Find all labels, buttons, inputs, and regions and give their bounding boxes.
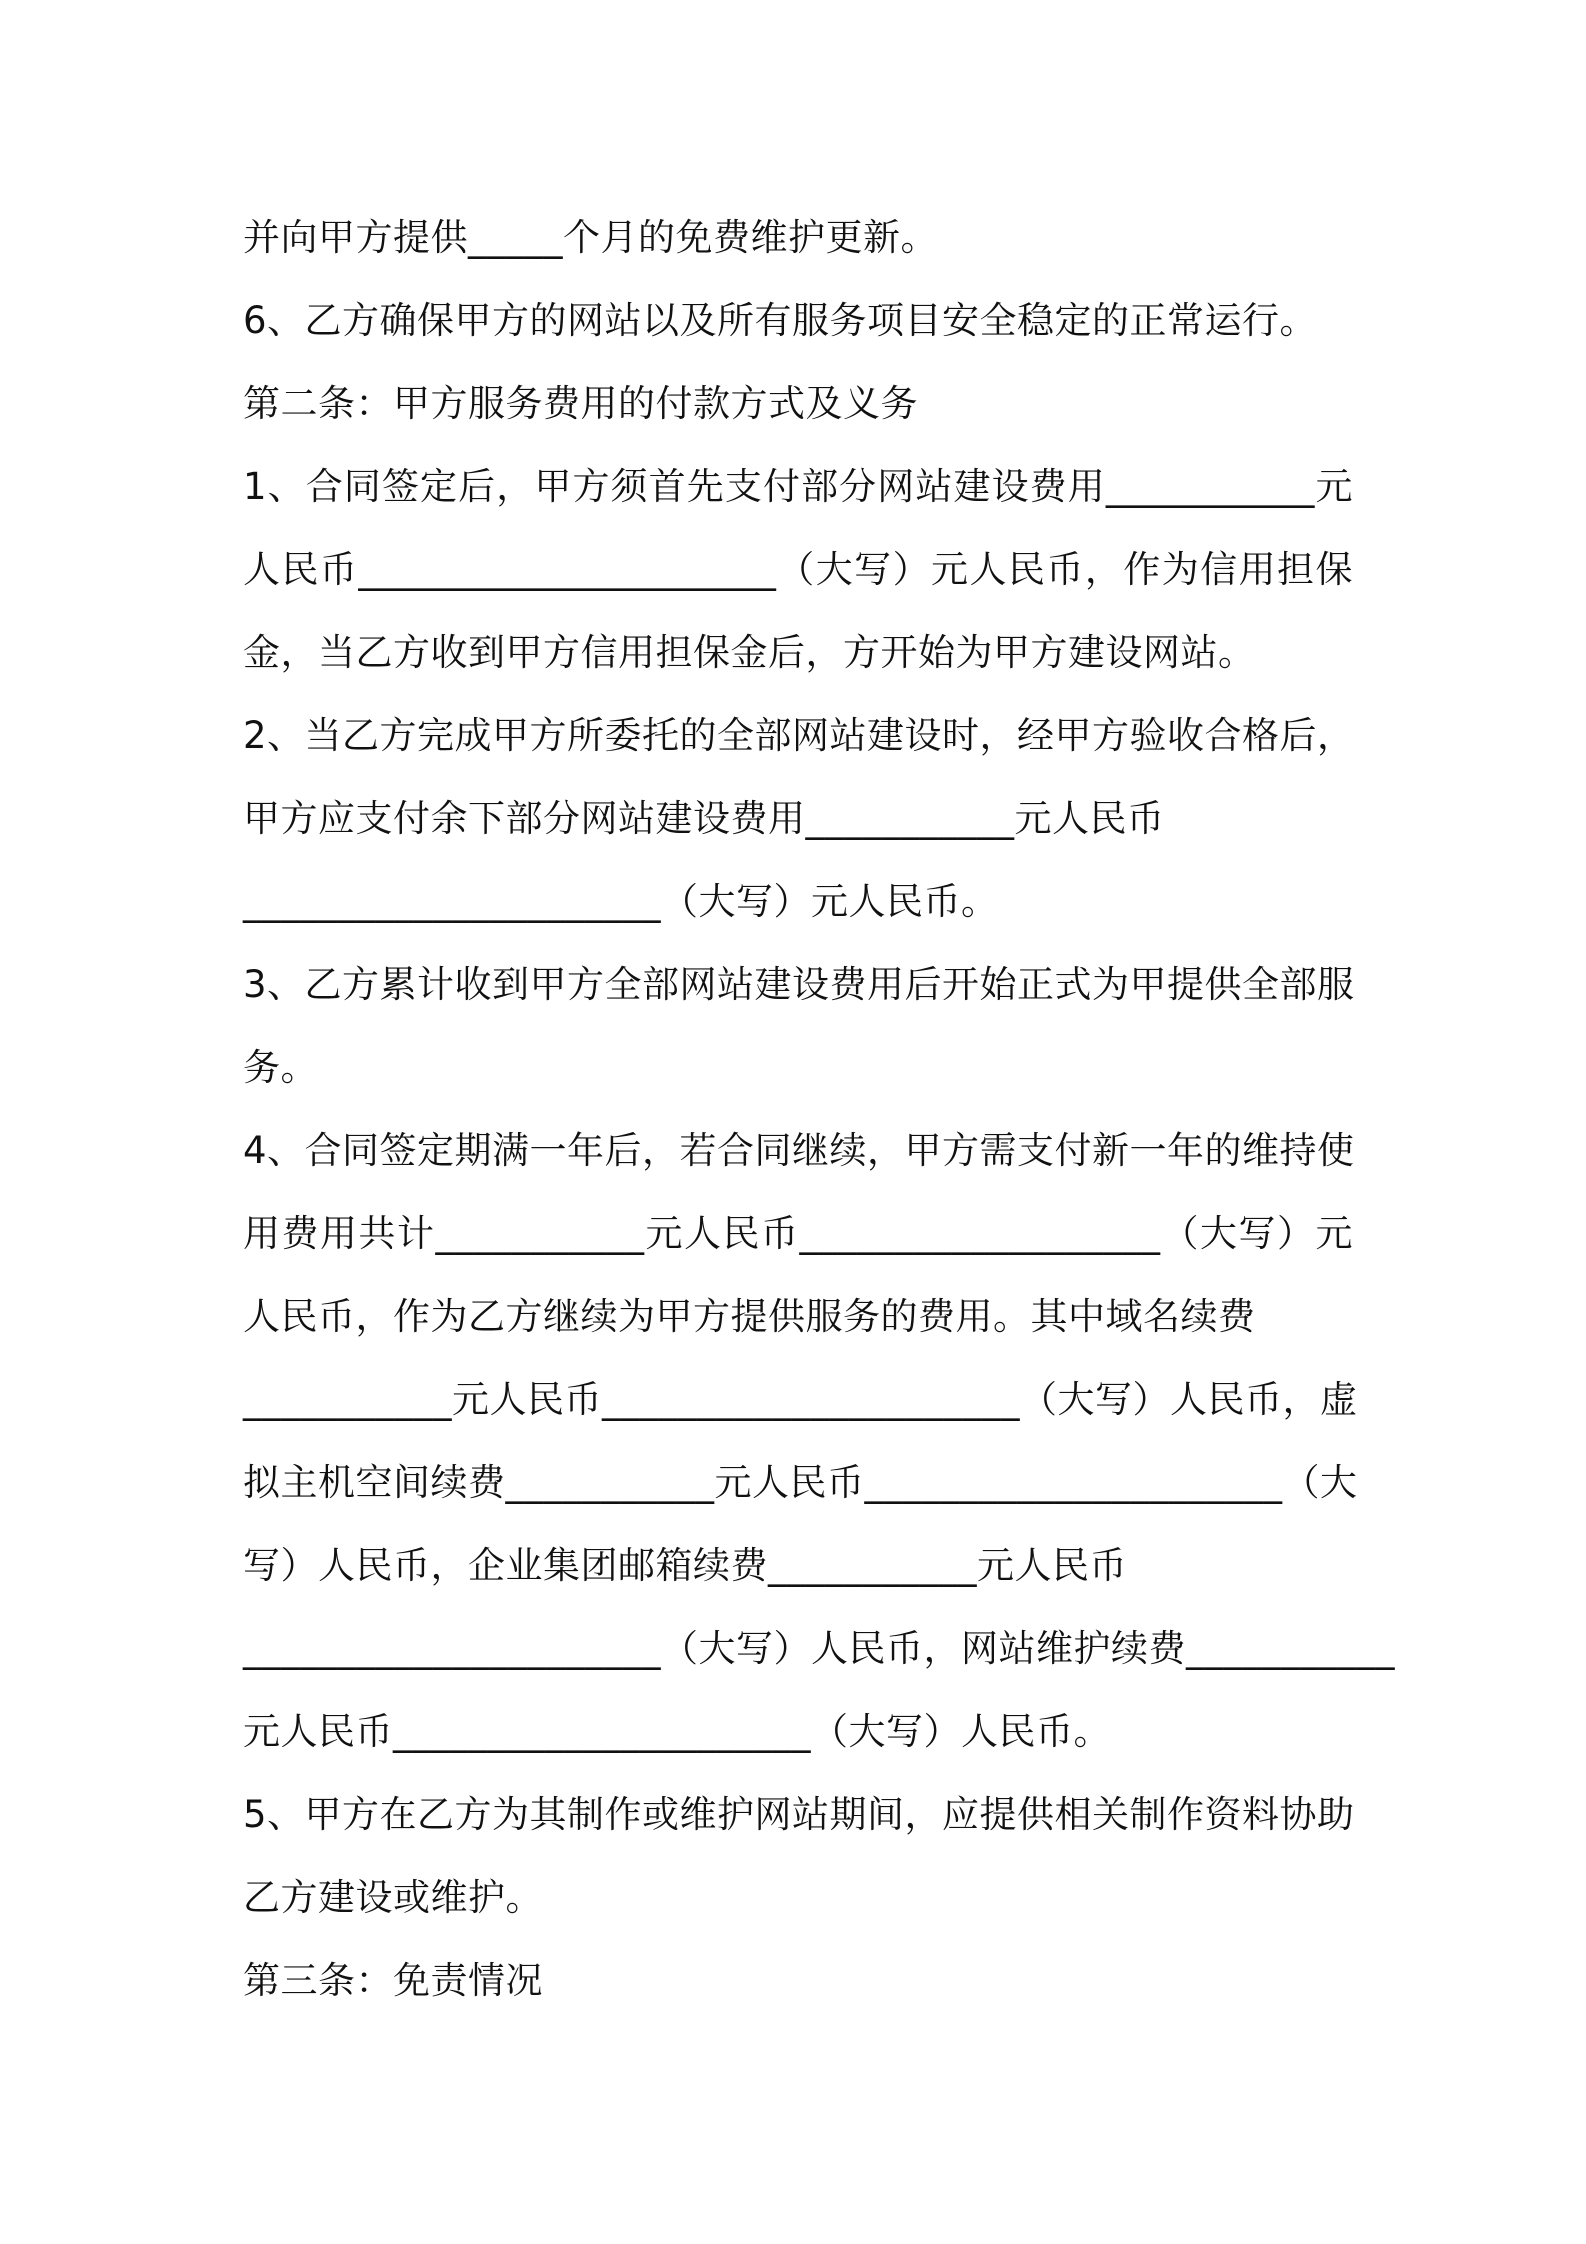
text-line: 乙方建设或维护。 — [243, 1876, 543, 1919]
section-heading: 第二条：甲方服务费用的付款方式及义务 — [243, 382, 918, 425]
section-heading: 第三条：免责情况 — [243, 1959, 543, 2002]
text-line: 人民币______________________（大写）元人民币，作为信用担保 — [243, 548, 1353, 591]
text-line: 元人民币______________________（大写）人民币。 — [243, 1710, 1111, 1753]
text-line: 人民币，作为乙方继续为甲方提供服务的费用。其中域名续费 — [243, 1295, 1256, 1338]
text-line: 务。 — [243, 1046, 318, 1089]
text-line: ___________元人民币______________________（大写）人民币，虚 — [243, 1378, 1358, 1421]
text-line: 甲方应支付余下部分网站建设费用___________元人民币 — [243, 797, 1165, 840]
text-line: 6、乙方确保甲方的网站以及所有服务项目安全稳定的正常运行。 — [243, 299, 1318, 342]
text-line: 写）人民币，企业集团邮箱续费___________元人民币 — [243, 1544, 1127, 1587]
text-line: 4、合同签定期满一年后，若合同继续，甲方需支付新一年的维持使 — [243, 1129, 1355, 1172]
text-line: 拟主机空间续费___________元人民币______________________（大 — [243, 1461, 1358, 1504]
document-body — [243, 196, 1395, 2022]
text-line: ______________________（大写）人民币，网站维护续费___________ — [243, 1627, 1395, 1670]
text-line: 并向甲方提供_____个月的免费维护更新。 — [243, 216, 938, 259]
text-line: 3、乙方累计收到甲方全部网站建设费用后开始正式为甲提供全部服 — [243, 963, 1355, 1006]
text-line: 5、甲方在乙方为其制作或维护网站期间，应提供相关制作资料协助 — [243, 1793, 1355, 1836]
text-line: ______________________（大写）元人民币。 — [243, 880, 999, 923]
text-line: 1、合同签定后，甲方须首先支付部分网站建设费用___________元 — [243, 465, 1353, 508]
text-line: 2、当乙方完成甲方所委托的全部网站建设时，经甲方验收合格后， — [243, 714, 1355, 757]
text-line: 用费用共计___________元人民币___________________（大写）元 — [243, 1212, 1353, 1255]
text-line: 金，当乙方收到甲方信用担保金后，方开始为甲方建设网站。 — [243, 631, 1256, 674]
